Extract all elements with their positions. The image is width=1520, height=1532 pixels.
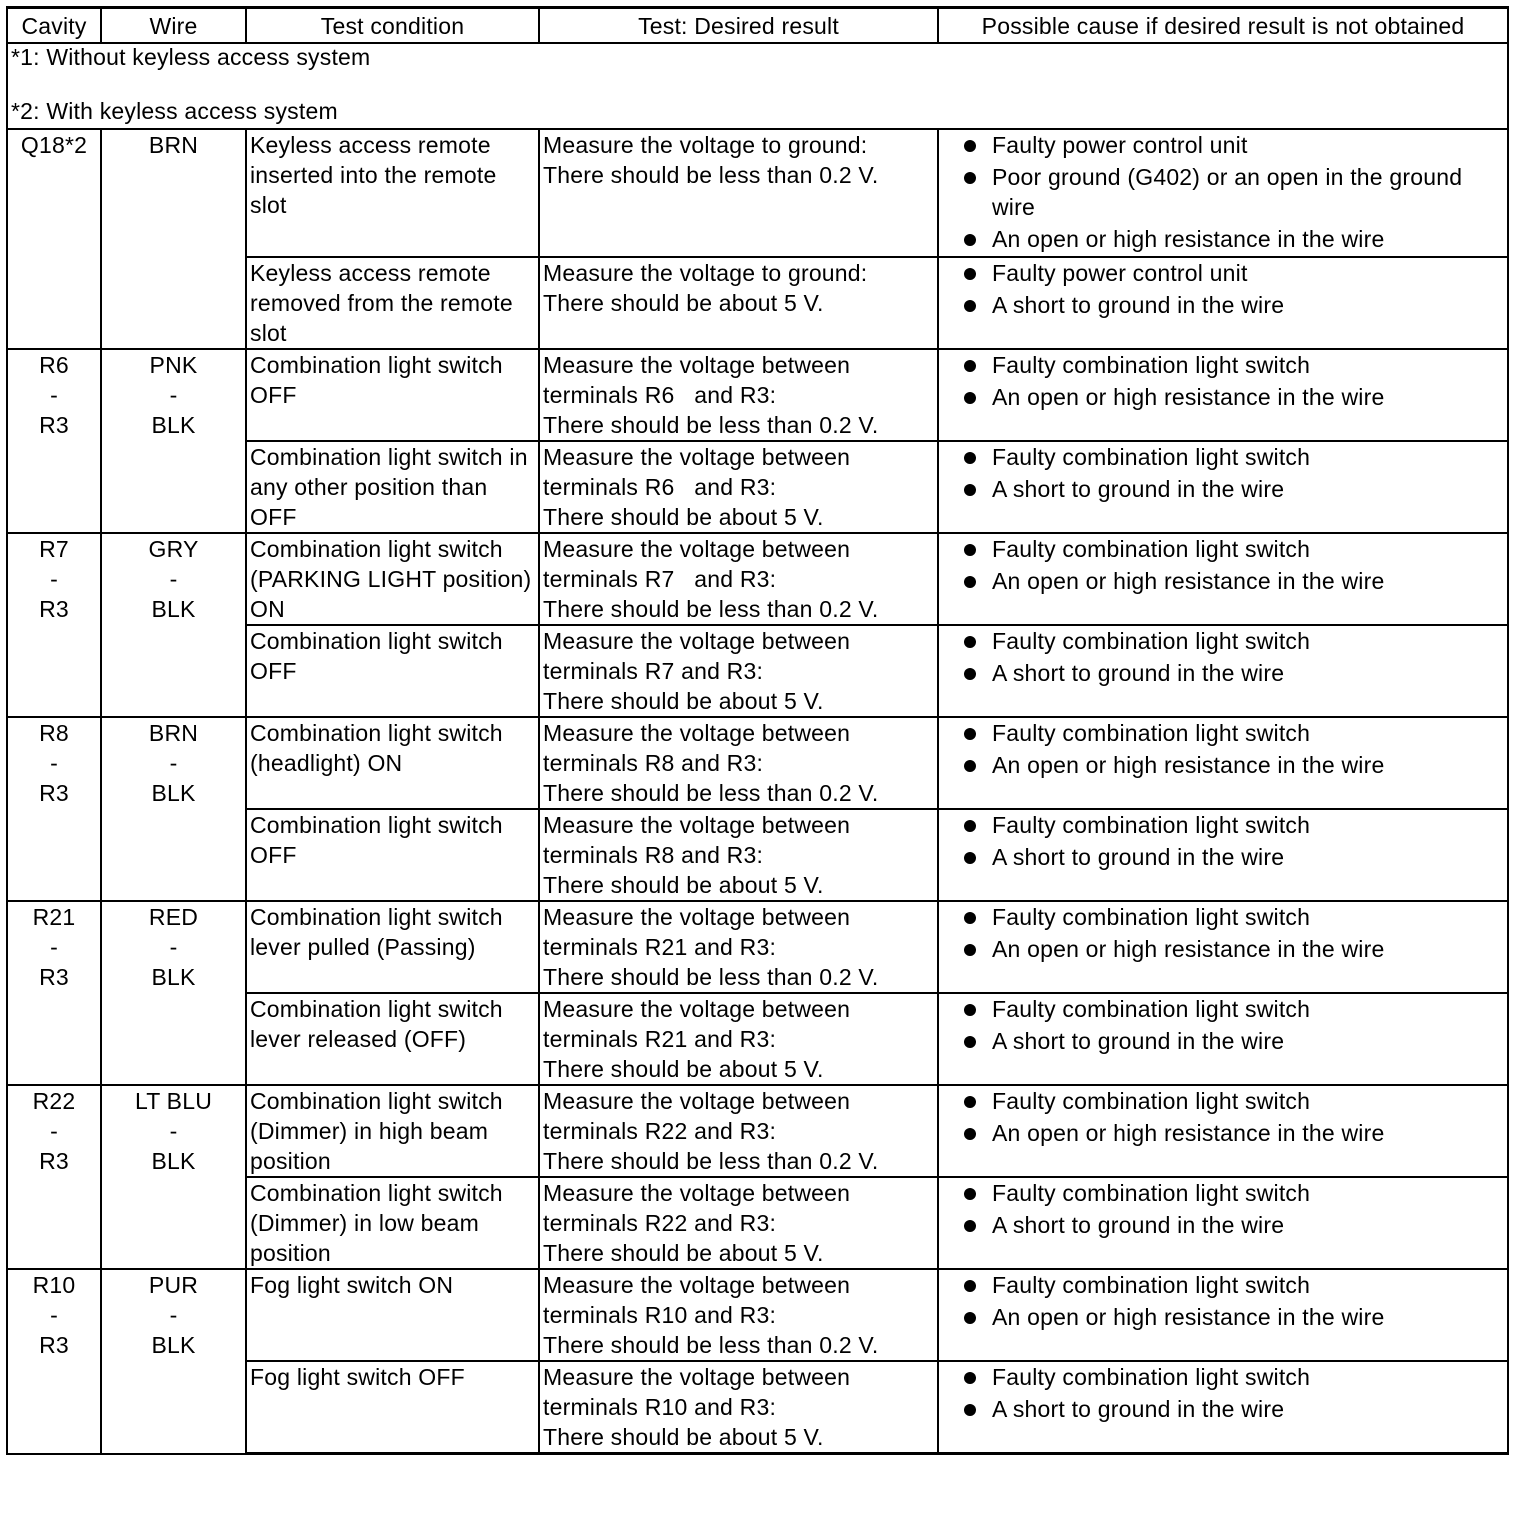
result-line: terminals R22 and R3:	[543, 1210, 777, 1236]
possible-cause-cell	[938, 993, 1508, 1085]
possible-cause-cell	[938, 1361, 1508, 1454]
cause-item: Faulty combination light switch	[942, 626, 1504, 656]
cavity-text: -	[50, 934, 58, 960]
result-line: terminals R21 and R3:	[543, 934, 777, 960]
cause-item: Faulty power control unit	[942, 130, 1504, 160]
cavity-cell	[7, 533, 101, 717]
test-condition-cell: Keyless access remote inserted into the remote slot	[246, 129, 539, 257]
cavity-text: R7	[39, 536, 69, 562]
cause-item: A short to ground in the wire	[942, 1026, 1504, 1056]
wire-text: LT BLU	[134, 1088, 213, 1114]
wire-text: -	[169, 1118, 178, 1144]
test-condition-cell: Combination light switch OFF	[246, 349, 539, 441]
wire-text: BLK	[151, 412, 196, 438]
desired-result-cell	[539, 717, 938, 809]
possible-cause-cell	[938, 533, 1508, 625]
possible-cause-cell	[938, 1085, 1508, 1177]
cavity-cell	[7, 901, 101, 1085]
cause-item: Faulty combination light switch	[942, 718, 1504, 748]
cause-item: Faulty combination light switch	[942, 1086, 1504, 1116]
result-line: There should be about 5 V.	[543, 290, 824, 316]
wire-cell	[101, 533, 246, 717]
table-row	[7, 1269, 1508, 1361]
cause-item: Faulty combination light switch	[942, 1178, 1504, 1208]
result-line: There should be less than 0.2 V.	[543, 780, 879, 806]
possible-cause-cell	[938, 809, 1508, 901]
cause-item: An open or high resistance in the wire	[942, 934, 1504, 964]
desired-result-cell	[539, 1177, 938, 1269]
possible-cause-cell	[938, 441, 1508, 533]
result-line: Measure the voltage between	[543, 1180, 851, 1206]
cause-list	[942, 718, 1504, 780]
result-line: There should be about 5 V.	[543, 1240, 824, 1266]
wire-text: -	[169, 750, 178, 776]
header-desired-result: Test: Desired result	[539, 8, 938, 44]
cause-list	[942, 902, 1504, 964]
possible-cause-cell	[938, 625, 1508, 717]
result-line: terminals R7 and R3:	[543, 566, 777, 592]
wire-cell	[101, 1269, 246, 1454]
cause-list	[942, 258, 1504, 320]
cause-list	[942, 994, 1504, 1056]
table-row	[7, 1085, 1508, 1177]
wire-text: -	[169, 566, 178, 592]
cause-list	[942, 350, 1504, 412]
cause-item: A short to ground in the wire	[942, 290, 1504, 320]
result-line: There should be about 5 V.	[543, 504, 824, 530]
result-line: terminals R8 and R3:	[543, 750, 764, 776]
wire-text: BLK	[151, 596, 196, 622]
cavity-text: R22	[32, 1088, 76, 1114]
cause-item: Faulty combination light switch	[942, 534, 1504, 564]
cavity-text: -	[50, 382, 58, 408]
result-line: terminals R7 and R3:	[543, 658, 764, 684]
cavity-text: -	[50, 750, 58, 776]
result-line: There should be less than 0.2 V.	[543, 1148, 879, 1174]
possible-cause-cell	[938, 129, 1508, 257]
wire-text: BRN	[148, 132, 199, 158]
desired-result-cell	[539, 993, 938, 1085]
desired-result-cell	[539, 1085, 938, 1177]
cavity-cell	[7, 349, 101, 533]
wire-cell	[101, 717, 246, 901]
result-line: There should be less than 0.2 V.	[543, 964, 879, 990]
cause-list	[942, 626, 1504, 688]
possible-cause-cell	[938, 901, 1508, 993]
notes-row	[7, 43, 1508, 129]
cavity-text: R8	[39, 720, 69, 746]
cavity-text: R3	[39, 596, 69, 622]
cavity-text: R3	[39, 964, 69, 990]
desired-result-cell	[539, 257, 938, 349]
table-row	[7, 533, 1508, 625]
result-line: There should be about 5 V.	[543, 872, 824, 898]
cause-list	[942, 1178, 1504, 1240]
result-line: Measure the voltage between	[543, 1272, 851, 1298]
cause-item: Faulty combination light switch	[942, 1270, 1504, 1300]
cause-item: Faulty combination light switch	[942, 810, 1504, 840]
cause-item: An open or high resistance in the wire	[942, 750, 1504, 780]
cavity-text: R3	[39, 412, 69, 438]
cause-item: A short to ground in the wire	[942, 1210, 1504, 1240]
cause-list	[942, 1086, 1504, 1148]
cause-item: An open or high resistance in the wire	[942, 224, 1504, 254]
result-line: There should be less than 0.2 V.	[543, 596, 879, 622]
test-condition-cell: Combination light switch (Dimmer) in low beam position	[246, 1177, 539, 1269]
result-line: Measure the voltage between	[543, 352, 851, 378]
result-line: Measure the voltage between	[543, 536, 851, 562]
cavity-text: R6	[39, 352, 69, 378]
cavity-cell	[7, 1085, 101, 1269]
test-condition-cell: Fog light switch OFF	[246, 1361, 539, 1454]
test-condition-cell: Keyless access remote removed from the remote slot	[246, 257, 539, 349]
desired-result-cell	[539, 901, 938, 993]
result-line: Measure the voltage between	[543, 720, 851, 746]
table-row	[7, 901, 1508, 993]
test-condition-cell: Combination light switch lever pulled (Passing)	[246, 901, 539, 993]
test-table	[6, 6, 1509, 1455]
possible-cause-cell	[938, 257, 1508, 349]
test-condition-cell: Combination light switch (PARKING LIGHT position) ON	[246, 533, 539, 625]
result-line: terminals R10 and R3:	[543, 1302, 777, 1328]
possible-cause-cell	[938, 349, 1508, 441]
test-condition-cell: Combination light switch OFF	[246, 625, 539, 717]
result-line: There should be about 5 V.	[543, 688, 824, 714]
desired-result-cell	[539, 1361, 938, 1454]
wire-text: BLK	[151, 1332, 196, 1358]
wire-cell	[101, 349, 246, 533]
result-line: Measure the voltage between	[543, 1364, 851, 1390]
cavity-text: R3	[39, 1148, 69, 1174]
result-line: terminals R6 and R3:	[543, 474, 777, 500]
table-row	[7, 717, 1508, 809]
cause-item: Faulty power control unit	[942, 258, 1504, 288]
wire-cell	[101, 1085, 246, 1269]
cause-item: Poor ground (G402) or an open in the ground wire	[942, 162, 1504, 222]
header-wire: Wire	[101, 8, 246, 44]
result-line: Measure the voltage between	[543, 996, 851, 1022]
result-line: There should be less than 0.2 V.	[543, 412, 879, 438]
cavity-text: Q18*2	[20, 132, 88, 158]
test-condition-cell: Combination light switch (headlight) ON	[246, 717, 539, 809]
wire-text: BLK	[151, 1148, 196, 1174]
wire-text: BLK	[151, 780, 196, 806]
test-condition-cell: Fog light switch ON	[246, 1269, 539, 1361]
cavity-text: -	[50, 1118, 58, 1144]
result-line: Measure the voltage between	[543, 812, 851, 838]
result-line: Measure the voltage to ground:	[543, 260, 868, 286]
cause-item: Faulty combination light switch	[942, 350, 1504, 380]
cause-item: Faulty combination light switch	[942, 902, 1504, 932]
result-line: terminals R6 and R3:	[543, 382, 777, 408]
result-line: Measure the voltage between	[543, 1088, 851, 1114]
wire-text: -	[169, 382, 178, 408]
cause-item: An open or high resistance in the wire	[942, 566, 1504, 596]
cause-list	[942, 1362, 1504, 1424]
header-row	[7, 8, 1508, 44]
cause-item: Faulty combination light switch	[942, 442, 1504, 472]
possible-cause-cell	[938, 1269, 1508, 1361]
table-row	[7, 349, 1508, 441]
result-line: Measure the voltage between	[543, 628, 851, 654]
cavity-text: -	[50, 566, 58, 592]
note-without-keyless: *1: Without keyless access system	[11, 44, 371, 70]
wire-text: -	[169, 934, 178, 960]
result-line: Measure the voltage between	[543, 444, 851, 470]
cause-item: An open or high resistance in the wire	[942, 1118, 1504, 1148]
cavity-cell	[7, 717, 101, 901]
desired-result-cell	[539, 349, 938, 441]
cause-item: An open or high resistance in the wire	[942, 382, 1504, 412]
result-line: terminals R21 and R3:	[543, 1026, 777, 1052]
cause-item: A short to ground in the wire	[942, 1394, 1504, 1424]
possible-cause-cell	[938, 717, 1508, 809]
wire-text: PUR	[148, 1272, 199, 1298]
wire-text: RED	[148, 904, 199, 930]
cause-list	[942, 810, 1504, 872]
cavity-cell	[7, 129, 101, 349]
header-possible-cause: Possible cause if desired result is not obtained	[938, 8, 1508, 44]
wire-text: PNK	[149, 352, 198, 378]
result-line: There should be less than 0.2 V.	[543, 162, 879, 188]
result-line: Measure the voltage between	[543, 904, 851, 930]
cavity-text: R3	[39, 1332, 69, 1358]
result-line: There should be about 5 V.	[543, 1424, 824, 1450]
notes-cell	[7, 43, 1508, 129]
wire-text: -	[169, 1302, 178, 1328]
note-with-keyless: *2: With keyless access system	[11, 98, 338, 124]
test-condition-cell: Combination light switch OFF	[246, 809, 539, 901]
desired-result-cell	[539, 441, 938, 533]
header-test-condition: Test condition	[246, 8, 539, 44]
cavity-cell	[7, 1269, 101, 1454]
test-condition-cell: Combination light switch in any other position than OFF	[246, 441, 539, 533]
result-line: terminals R8 and R3:	[543, 842, 764, 868]
cavity-text: R3	[39, 780, 69, 806]
cause-item: A short to ground in the wire	[942, 842, 1504, 872]
result-line: terminals R10 and R3:	[543, 1394, 777, 1420]
cause-list	[942, 1270, 1504, 1332]
desired-result-cell	[539, 625, 938, 717]
cause-item: A short to ground in the wire	[942, 658, 1504, 688]
cavity-text: -	[50, 1302, 58, 1328]
result-line: There should be about 5 V.	[543, 1056, 824, 1082]
result-line: Measure the voltage to ground:	[543, 132, 868, 158]
desired-result-cell	[539, 1269, 938, 1361]
cavity-text: R21	[32, 904, 76, 930]
table-row	[7, 129, 1508, 257]
desired-result-cell	[539, 809, 938, 901]
desired-result-cell	[539, 533, 938, 625]
cause-item: A short to ground in the wire	[942, 474, 1504, 504]
test-condition-cell: Combination light switch lever released (OFF)	[246, 993, 539, 1085]
header-cavity: Cavity	[7, 8, 101, 44]
cause-list	[942, 442, 1504, 504]
wire-text: BRN	[148, 720, 199, 746]
result-line: There should be less than 0.2 V.	[543, 1332, 879, 1358]
cause-item: Faulty combination light switch	[942, 994, 1504, 1024]
cause-list	[942, 534, 1504, 596]
wire-cell	[101, 901, 246, 1085]
cause-item: An open or high resistance in the wire	[942, 1302, 1504, 1332]
cavity-text: R10	[32, 1272, 76, 1298]
cause-item: Faulty combination light switch	[942, 1362, 1504, 1392]
desired-result-cell	[539, 129, 938, 257]
test-condition-cell: Combination light switch (Dimmer) in high beam position	[246, 1085, 539, 1177]
cause-list	[942, 130, 1504, 254]
possible-cause-cell	[938, 1177, 1508, 1269]
wire-text: GRY	[148, 536, 199, 562]
wire-text: BLK	[151, 964, 196, 990]
result-line: terminals R22 and R3:	[543, 1118, 777, 1144]
wire-cell	[101, 129, 246, 349]
